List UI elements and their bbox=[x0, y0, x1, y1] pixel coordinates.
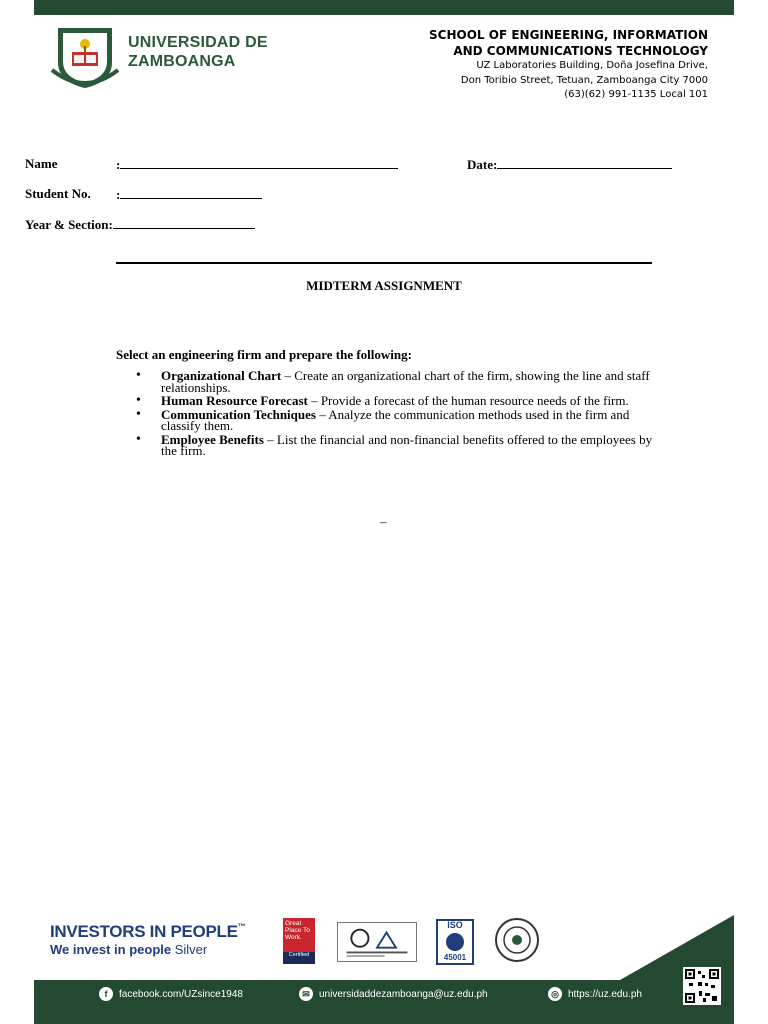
list-item bbox=[161, 370, 656, 393]
name-label: Name bbox=[25, 156, 58, 171]
date-blank[interactable] bbox=[497, 156, 672, 169]
task-term: Organizational Chart bbox=[161, 368, 282, 383]
globe-icon: ◎ bbox=[548, 987, 562, 1001]
green-building-council-seal bbox=[491, 916, 543, 968]
task-term: Human Resource Forecast bbox=[161, 393, 308, 408]
iip-title: INVESTORS IN PEOPLE bbox=[50, 922, 238, 941]
iso-certification-badge bbox=[433, 918, 477, 966]
iip-level: Silver bbox=[171, 942, 208, 957]
student-number-colon: : bbox=[116, 187, 121, 202]
iip-tagline-bold: We invest in people bbox=[50, 942, 172, 957]
student-number-input-line[interactable] bbox=[116, 186, 262, 203]
iso-label: ISO bbox=[447, 920, 463, 930]
phone-number: (63)(62) 991-1135 Local 101 bbox=[564, 89, 708, 100]
school-name-line2: AND COMMUNICATIONS TECHNOLOGY bbox=[453, 44, 708, 58]
gptw-certified: Certified bbox=[283, 952, 315, 964]
iip-trademark: ™ bbox=[237, 922, 246, 931]
task-description: – Analyze the communication methods used in the firm and classify them. bbox=[161, 406, 630, 433]
address-line2: Don Toribio Street, Tetuan, Zamboanga City 7000 bbox=[460, 74, 708, 86]
website-text: https://uz.edu.ph bbox=[568, 988, 642, 1000]
list-item bbox=[161, 406, 656, 433]
header-bar bbox=[34, 0, 734, 15]
task-term: Employee Benefits bbox=[161, 431, 264, 447]
student-number-blank[interactable] bbox=[120, 186, 262, 199]
investors-in-people-logo bbox=[50, 922, 245, 942]
section-divider bbox=[116, 262, 652, 264]
name-field bbox=[25, 156, 58, 172]
year-section-field[interactable] bbox=[25, 216, 255, 233]
name-colon: : bbox=[116, 157, 121, 172]
email-icon: ✉ bbox=[299, 987, 313, 1001]
website-link[interactable] bbox=[548, 987, 642, 1001]
school-block bbox=[429, 27, 708, 103]
qr-code-icon[interactable] bbox=[683, 967, 721, 1005]
year-section-blank[interactable] bbox=[113, 216, 255, 229]
student-number-field bbox=[25, 186, 91, 202]
iip-tagline bbox=[50, 942, 207, 957]
task-description: – Provide a forecast of the human resource needs of the firm. bbox=[307, 393, 629, 408]
name-blank[interactable] bbox=[120, 156, 398, 169]
document-page bbox=[34, 0, 734, 1024]
name-input-line[interactable] bbox=[116, 156, 398, 173]
wordmark-line2: ZAMBOANGA bbox=[128, 53, 236, 70]
task-term: Communication Techniques bbox=[161, 406, 316, 422]
facebook-text: facebook.com/UZsince1948 bbox=[119, 988, 243, 1000]
university-wordmark bbox=[128, 33, 268, 71]
school-name-line1: SCHOOL OF ENGINEERING, INFORMATION bbox=[429, 28, 708, 42]
student-number-label: Student No. bbox=[25, 186, 91, 201]
date-label: Date: bbox=[467, 157, 498, 172]
certification-international-badge bbox=[337, 922, 417, 962]
email-link[interactable] bbox=[299, 987, 488, 1001]
task-list bbox=[116, 370, 656, 459]
great-place-to-work-badge bbox=[283, 918, 315, 964]
gptw-text: Great Place To Work. bbox=[285, 920, 310, 941]
iso-number: 45001 bbox=[443, 953, 467, 962]
task-description: – List the financial and non-financial benefits offered to the employees by the firm. bbox=[161, 431, 653, 458]
assignment-title: MIDTERM ASSIGNMENT bbox=[306, 278, 462, 293]
task-description: – Create an organizational chart of the firm, showing the line and staff relationships. bbox=[161, 368, 650, 395]
date-field[interactable] bbox=[467, 156, 672, 173]
facebook-icon: f bbox=[99, 987, 113, 1001]
email-text: universidaddezamboanga@uz.edu.ph bbox=[319, 988, 488, 1000]
address-line1: UZ Laboratories Building, Doña Josefina Drive, bbox=[476, 60, 708, 71]
year-section-label: Year & Section: bbox=[25, 217, 113, 232]
assignment-intro: Select an engineering firm and prepare the following: bbox=[116, 347, 412, 362]
list-item bbox=[161, 431, 656, 458]
university-seal-logo bbox=[50, 22, 120, 92]
trailing-dash: – bbox=[380, 514, 387, 529]
facebook-link[interactable] bbox=[99, 987, 243, 1001]
list-item bbox=[161, 395, 656, 407]
wordmark-line1: UNIVERSIDAD DE bbox=[128, 34, 268, 51]
